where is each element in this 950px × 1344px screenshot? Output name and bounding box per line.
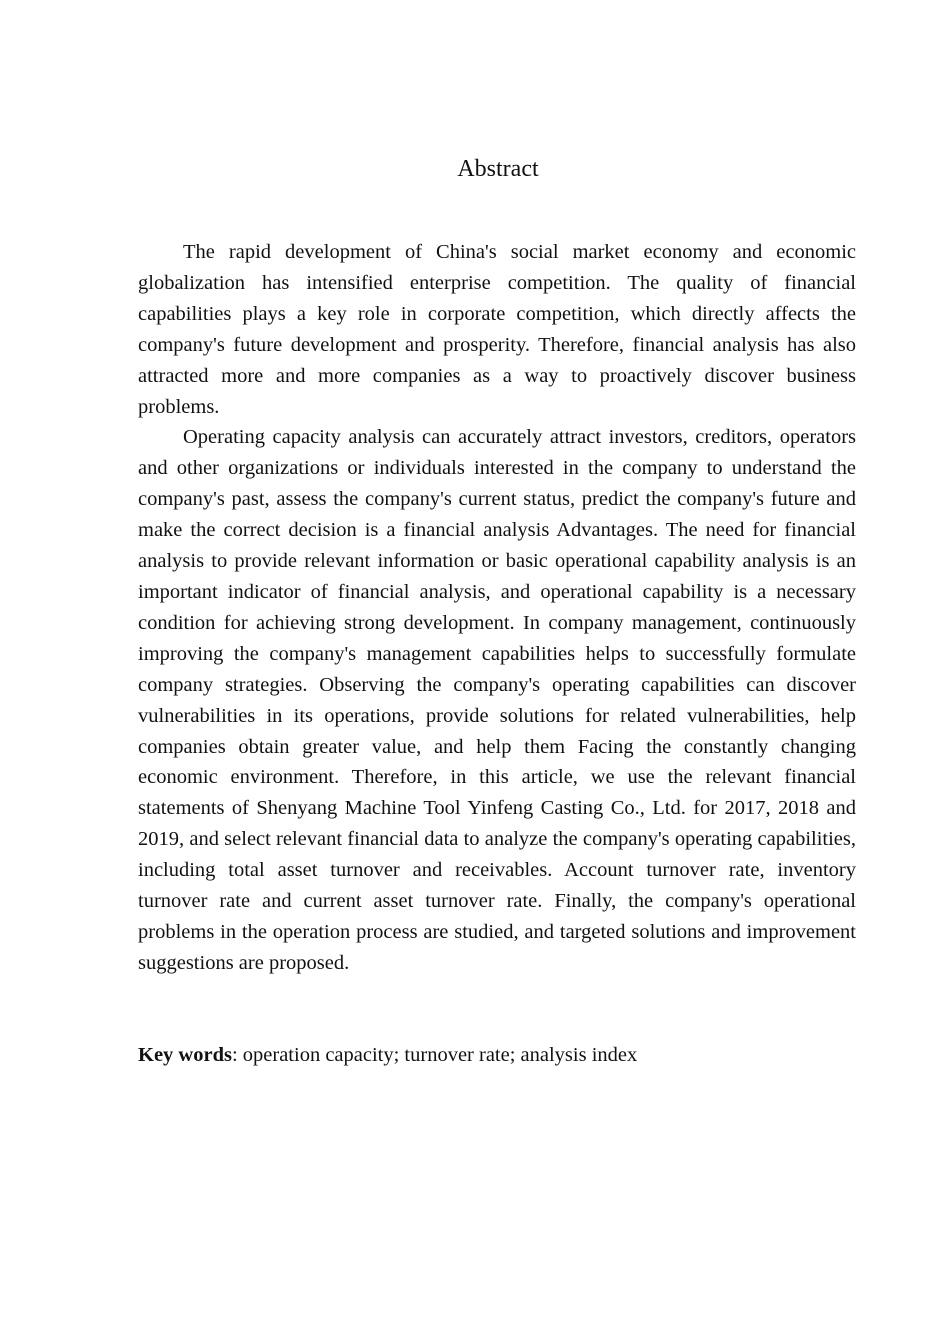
abstract-paragraph-2: Operating capacity analysis can accurately attract investors, creditors, operators and other organizations or individuals interested in the company to understand the company's past, assess the company's current status, predict the company's future and make the correct decision is a financial analysis Advantages. The need for financial analysis to provide relevant information or basic operational capability analysis is an important indicator of financial analysis, and operational capability is a necessary condition for achieving strong development. In company management, continuously improving the company's management capabilities helps to successfully formulate company strategies. Observing the company's operating capabilities can discover vulnerabilities in its operations, provide solutions for related vulnerabilities, help companies obtain greater value, and help them Facing the constantly changing economic environment. Therefore, in this article, we use the relevant financial statements of Shenyang Machine Tool Yinfeng Casting Co., Ltd. for 2017, 2018 and 2019, and select relevant financial data to analyze the company's operating capabilities, including total asset turnover and receivables. Account turnover rate, inventory turnover rate and current asset turnover rate. Finally, the company's operational problems in the operation process are studied, and targeted solutions and improvement suggestions are proposed. (138, 426, 856, 974)
keywords-line (138, 1040, 856, 1071)
abstract-paragraph-1: The rapid development of China's social market economy and economic globalization has intensified enterprise competition. The quality of financial capabilities plays a key role in corporate competition, which directly affects the company's future development and prosperity. Therefore, financial analysis has also attracted more and more companies as a way to proactively discover business problems. (138, 241, 856, 418)
abstract-body (138, 237, 856, 979)
keywords-text: : operation capacity; turnover rate; analysis index (231, 1044, 638, 1066)
abstract-title: Abstract (457, 156, 539, 182)
keywords-label: Key words (138, 1044, 232, 1066)
